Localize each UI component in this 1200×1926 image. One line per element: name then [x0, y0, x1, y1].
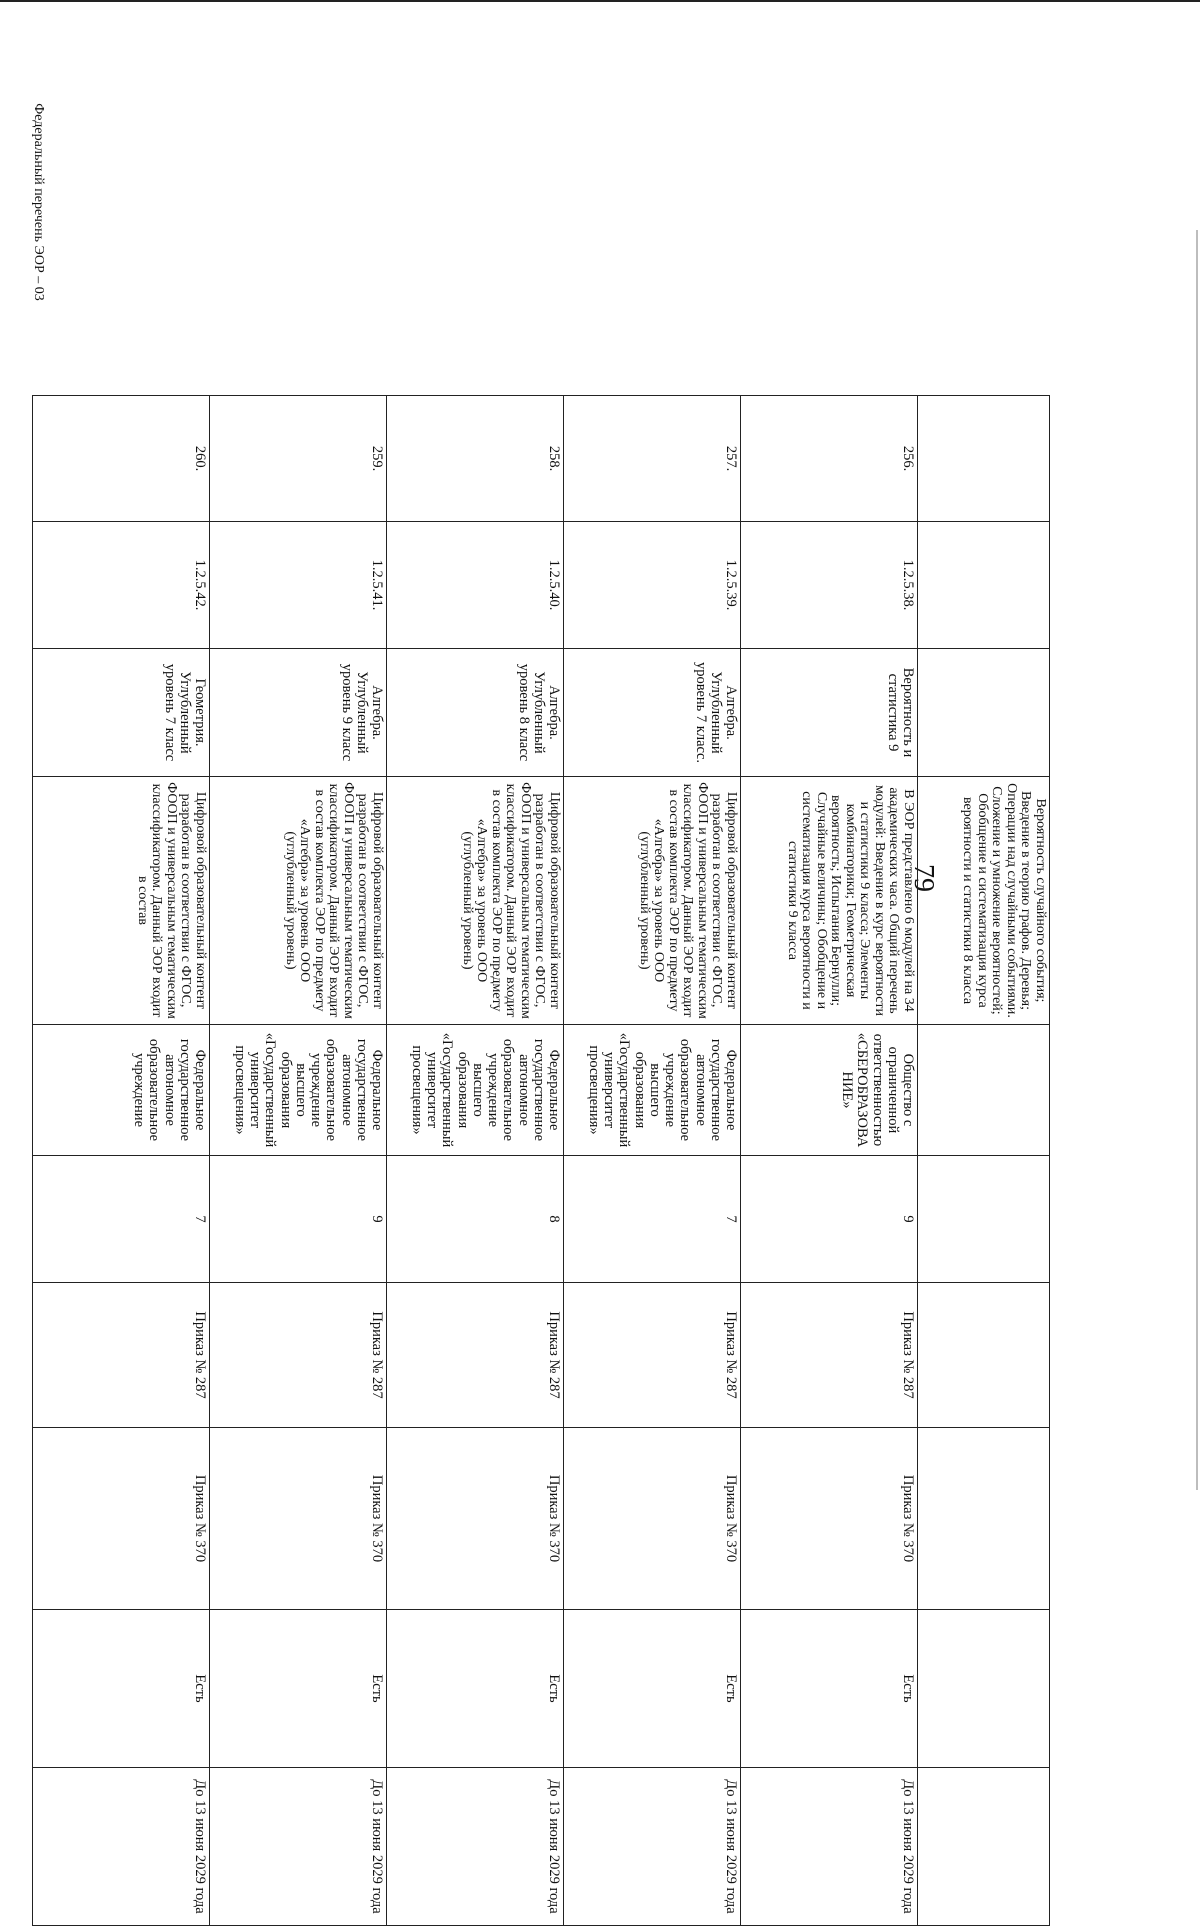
eor-availability: Есть — [210, 1610, 387, 1768]
eor-description: В ЭОР представлено 6 модулей на 34 академических часа. Общий перечень модулей: Введение в курс вероятности и статистики 9 класса; Элементы комбинаторики; Геометрическая вероятность; Испытания Бернулли; Случайные величины; Обобщение и систематизация курса вероятности и статистики 9 класса — [741, 777, 918, 1025]
table-row-blank — [918, 396, 1050, 1926]
row-number: 258. — [387, 396, 564, 522]
scan-edge-line — [1196, 230, 1198, 1490]
eor-organization: Федеральное государственное автономное образовательное учреждение высшего образования «Государственный университет просвещения» — [210, 1025, 387, 1156]
blank-cell — [918, 1156, 1050, 1283]
blank-cell — [918, 649, 1050, 777]
eor-availability: Есть — [33, 1610, 210, 1768]
eor-code: 1.2.5.41. — [210, 522, 387, 649]
eor-code: 1.2.5.42. — [33, 522, 210, 649]
document-footer: Федеральный перечень ЭОР – 03 — [31, 103, 46, 301]
blank-cell — [918, 522, 1050, 649]
eor-grade: 7 — [564, 1156, 741, 1283]
blank-cell — [918, 1283, 1050, 1428]
eor-order-370: Приказ № 370 — [387, 1428, 564, 1610]
blank-cell — [918, 1428, 1050, 1610]
eor-order-287: Приказ № 287 — [210, 1283, 387, 1428]
blank-cell — [918, 1768, 1050, 1926]
eor-code: 1.2.5.38. — [741, 522, 918, 649]
eor-grade: 9 — [210, 1156, 387, 1283]
eor-valid-until: До 13 июня 2029 года — [33, 1768, 210, 1926]
blank-cell — [918, 1025, 1050, 1156]
eor-organization: Федеральное государственное автономное образовательное учреждение — [33, 1025, 210, 1156]
eor-description: Цифровой образовательный контент разработан в соответствии с ФГОС, ФООП и универсальным тематическим классификатором. Данный ЭОР входит в состав комплекта ЭОР по предмету «Алгебра» за уровень ООО (углубленный уровень) — [387, 777, 564, 1025]
eor-name: Геометрия. Углубленный уровень 7 класс — [33, 649, 210, 777]
row-number: 257. — [564, 396, 741, 522]
eor-name: Алгебра. Углубленный уровень 9 класс — [210, 649, 387, 777]
top-border-line — [0, 0, 1200, 2]
eor-order-370: Приказ № 370 — [564, 1428, 741, 1610]
eor-valid-until: До 13 июня 2029 года — [210, 1768, 387, 1926]
eor-description: Цифровой образовательный контент разработан в соответствии с ФГОС, ФООП и универсальным тематическим классификатором. Данный ЭОР входит в состав — [33, 777, 210, 1025]
eor-order-287: Приказ № 287 — [564, 1283, 741, 1428]
description-cell-continued: Вероятность случайного события; Введение в теорию графов. Деревья; Операции над случайными событиями. Сложение и умножение вероятностей; Обобщение и систематизация курса вероятности и статистики 8 класса — [918, 777, 1050, 1025]
eor-name: Вероятность и статистика 9 — [741, 649, 918, 777]
eor-name: Алгебра. Углубленный уровень 8 класс — [387, 649, 564, 777]
eor-valid-until: До 13 июня 2029 года — [387, 1768, 564, 1926]
page-number: 79 — [908, 864, 939, 892]
row-number: 256. — [741, 396, 918, 522]
eor-availability: Есть — [387, 1610, 564, 1768]
blank-cell — [918, 1610, 1050, 1768]
eor-grade: 8 — [387, 1156, 564, 1283]
eor-description: Цифровой образовательный контент разработан в соответствии с ФГОС, ФООП и универсальным тематическим классификатором. Данный ЭОР входит в состав комплекта ЭОР по предмету «Алгебра» за уровень ООО (углубленный уровень) — [210, 777, 387, 1025]
table-row — [741, 396, 918, 1926]
eor-availability: Есть — [564, 1610, 741, 1768]
rotated-table-sheet — [50, 395, 1050, 1925]
row-number: 260. — [33, 396, 210, 522]
eor-organization: Федеральное государственное автономное образовательное учреждение высшего образования «Государственный университет просвещения» — [564, 1025, 741, 1156]
eor-name: Алгебра. Углубленный уровень 7 класс. — [564, 649, 741, 777]
blank-cell — [918, 396, 1050, 522]
eor-registry-table — [32, 395, 1050, 1926]
eor-order-370: Приказ № 370 — [210, 1428, 387, 1610]
eor-valid-until: До 13 июня 2029 года — [564, 1768, 741, 1926]
table-row — [33, 396, 210, 1926]
eor-order-370: Приказ № 370 — [741, 1428, 918, 1610]
eor-order-287: Приказ № 287 — [33, 1283, 210, 1428]
eor-valid-until: До 13 июня 2029 года — [741, 1768, 918, 1926]
eor-description: Цифровой образовательный контент разработан в соответствии с ФГОС, ФООП и универсальным тематическим классификатором. Данный ЭОР входит в состав комплекта ЭОР по предмету «Алгебра» за уровень ООО (углубленный уровень) — [564, 777, 741, 1025]
row-number: 259. — [210, 396, 387, 522]
eor-grade: 7 — [33, 1156, 210, 1283]
eor-grade: 9 — [741, 1156, 918, 1283]
table-row — [564, 396, 741, 1926]
eor-order-287: Приказ № 287 — [387, 1283, 564, 1428]
eor-code: 1.2.5.39. — [564, 522, 741, 649]
eor-order-370: Приказ № 370 — [33, 1428, 210, 1610]
table-row — [387, 396, 564, 1926]
table-row — [210, 396, 387, 1926]
eor-organization: Федеральное государственное автономное образовательное учреждение высшего образования «Государственный университет просвещения» — [387, 1025, 564, 1156]
eor-order-287: Приказ № 287 — [741, 1283, 918, 1428]
eor-availability: Есть — [741, 1610, 918, 1768]
eor-code: 1.2.5.40. — [387, 522, 564, 649]
eor-organization: Общество с ограниченной ответственностью «СБЕРОБРАЗОВАНИЕ» — [741, 1025, 918, 1156]
